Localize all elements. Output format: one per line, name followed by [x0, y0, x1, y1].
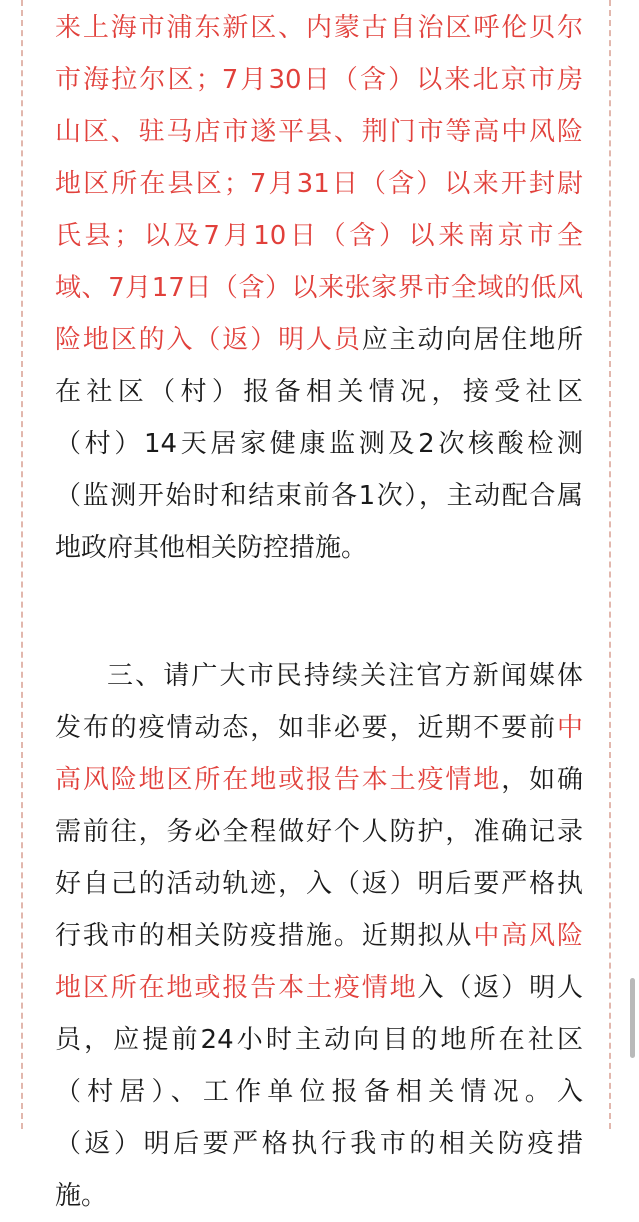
- text-line: [55, 754, 583, 806]
- paragraph-3: [55, 650, 583, 1222]
- text-line: [55, 702, 583, 754]
- text-line: 域、7月17日（含）以来张家界市全域的低风: [55, 273, 583, 303]
- text-line: （监测开始时和结束前各1次），主动配合属: [55, 481, 583, 511]
- text-line: （返）明后要严格执行我市的相关防疫措: [55, 1129, 583, 1159]
- text-line: 需前往，务必全程做好个人防护，准确记录: [55, 817, 583, 847]
- text-line: 氏县；以及7月10日（含）以来南京市全: [55, 221, 583, 251]
- text-line: （村）14天居家健康监测及2次核酸检测: [55, 429, 583, 459]
- highlighted-text: 地区所在地或报告本土疫情地: [55, 973, 418, 1003]
- scrollbar[interactable]: [630, 978, 635, 1058]
- plain-text: 应主动向居住地所: [361, 325, 583, 355]
- text-line: 三、请广大市民持续关注官方新闻媒体: [107, 661, 583, 691]
- highlighted-text: 高风险地区所在地或报告本土疫情地: [55, 765, 502, 795]
- plain-text: 入（返）明人: [417, 973, 583, 1003]
- article-body: [55, 0, 583, 1222]
- text-line: 地区所在县区；7月31日（含）以来开封尉: [55, 169, 583, 199]
- paragraph-2-continued: [55, 2, 583, 574]
- plain-text: ，如确: [501, 765, 583, 795]
- left-dashed-border: [21, 0, 23, 1129]
- text-line: 市海拉尔区；7月30日（含）以来北京市房: [55, 65, 583, 95]
- text-line: 山区、驻马店市遂平县、荆门市等高中风险: [55, 117, 583, 147]
- text-line: （村居）、工作单位报备相关情况。入: [55, 1077, 583, 1107]
- text-line: 来上海市浦东新区、内蒙古自治区呼伦贝尔: [55, 13, 583, 43]
- text-line: 施。: [55, 1181, 108, 1211]
- text-line: [55, 314, 583, 366]
- highlighted-text: 中高风险: [473, 921, 583, 951]
- highlighted-text: 中: [556, 713, 583, 743]
- text-line: 在社区（村）报备相关情况，接受社区: [55, 377, 583, 407]
- paragraph-gap: [55, 574, 583, 650]
- plain-text: 行我市的相关防疫措施。近期拟从: [55, 921, 474, 951]
- highlighted-text: 险地区的入（返）明人员: [55, 325, 362, 355]
- text-line: [55, 910, 583, 962]
- text-line: 员，应提前24小时主动向目的地所在社区: [55, 1025, 583, 1055]
- text-line: [55, 962, 583, 1014]
- plain-text: 发布的疫情动态，如非必要，近期不要前: [55, 713, 557, 743]
- text-line: 地政府其他相关防控措施。: [55, 533, 368, 563]
- right-dashed-border: [609, 0, 611, 1129]
- text-line: 好自己的活动轨迹，入（返）明后要严格执: [55, 869, 583, 899]
